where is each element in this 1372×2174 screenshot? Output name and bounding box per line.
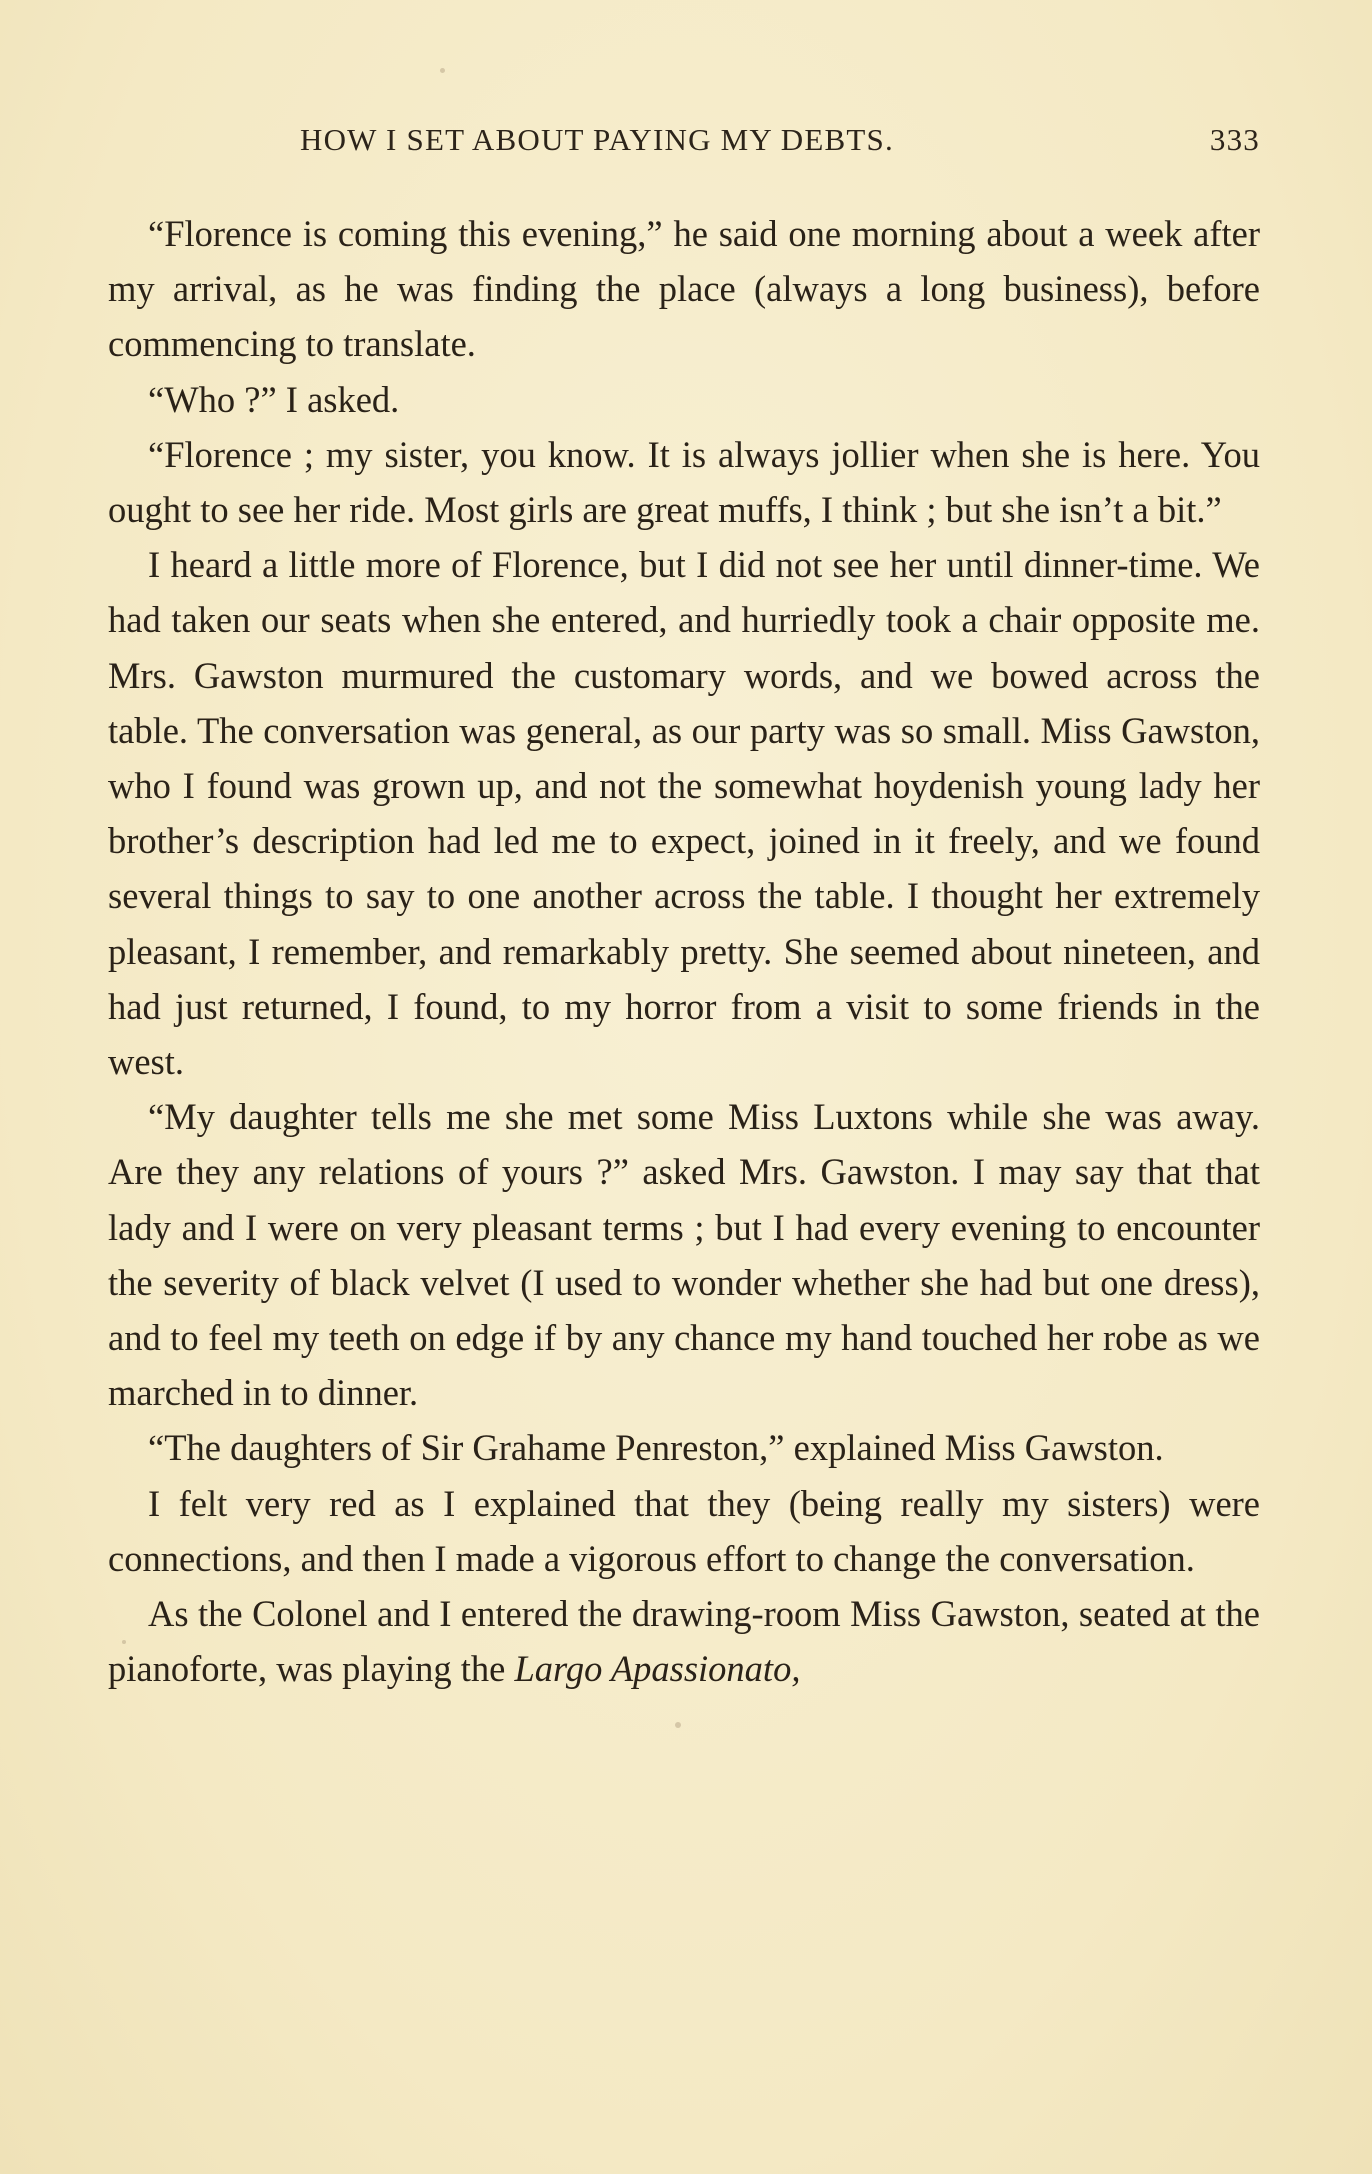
paragraph-1: “Florence is coming this evening,” he said one morning about a week after my arrival, as he was finding the place (always a long business), before commencing to translate. bbox=[108, 213, 1260, 365]
paper-speck bbox=[122, 1640, 126, 1644]
body-text bbox=[108, 206, 1260, 1696]
paragraph-8-text: As the Colonel and I entered the drawing-room Miss Gawston, seated at the pianoforte, was playing the bbox=[108, 1593, 1260, 1690]
paragraph-7: I felt very red as I explained that they (being really my sisters) were connections, and then I made a vigorous effort to change the conversation. bbox=[108, 1482, 1260, 1579]
paragraph-8 bbox=[108, 1586, 1260, 1696]
page-number: 333 bbox=[1209, 122, 1260, 157]
paper-speck bbox=[440, 68, 445, 73]
running-head: HOW I SET ABOUT PAYING MY DEBTS. bbox=[300, 122, 894, 157]
paragraph-2: “Who ?” I asked. bbox=[148, 378, 400, 420]
italic-title: Largo Apassionato, bbox=[514, 1648, 801, 1690]
paragraph-4: I heard a little more of Florence, but I did not see her until dinner-time. We had taken our seats when she entered, and hurriedly took a chair opposite me. Mrs. Gawston murmured the customary words, and we bowed across the table. The conversation was general, as our party was so small. Miss Gawston, who I found was grown up, and not the somewhat hoydenish young lady her brother’s description had led me to expect, joined in it freely, and we found several things to say to one another across the table. I thought her extremely pleasant, I remember, and remarkably pretty. She seemed about nineteen, and had just returned, I found, to my horror from a visit to some friends in the west. bbox=[108, 544, 1260, 1083]
page-header bbox=[300, 122, 1260, 172]
paragraph-6: “The daughters of Sir Grahame Penreston,” explained Miss Gawston. bbox=[148, 1427, 1164, 1469]
paper-speck bbox=[675, 1722, 681, 1728]
paragraph-5: “My daughter tells me she met some Miss Luxtons while she was away. Are they any relations of yours ?” asked Mrs. Gawston. I may say that that lady and I were on very pleasant terms ; but I had every evening to encounter the severity of black velvet (I used to wonder whether she had but one dress), and to feel my teeth on edge if by any chance my hand touched her robe as we marched in to dinner. bbox=[108, 1096, 1260, 1414]
paragraph-3: “Florence ; my sister, you know. It is always jollier when she is here. You ought to see her ride. Most girls are great muffs, I think ; but she isn’t a bit.” bbox=[108, 433, 1260, 531]
